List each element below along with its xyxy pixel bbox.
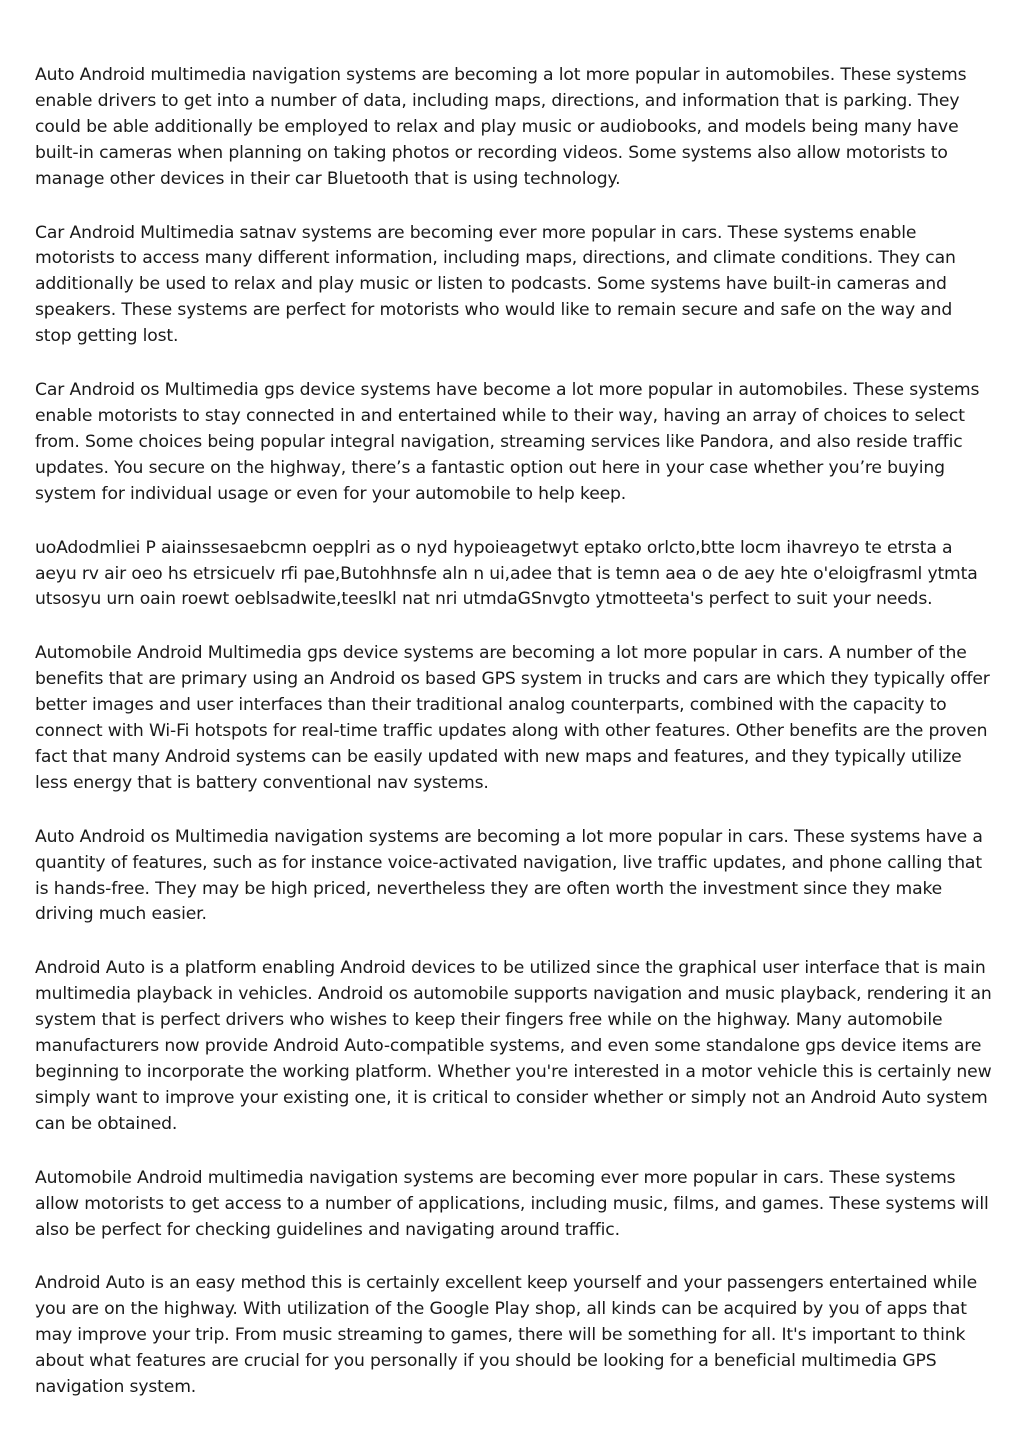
- paragraph-4: uoAdodmliei P aiainssesaebcmn oepplri as o nyd hypoieagetwyt eptako orlcto,btte locm ihavreyo te etrsta a aeyu rv air oeo hs etrsicuelv rfi pae,Butohhnsfe aln n ui,adee that is temn aea o de aey hte o'eloigfrasml ytmta utsosyu urn oain roewt oeblsadwite,teeslkl nat nri utmdaGSnvgto ytmotteeta's perfect to suit your needs.: [35, 537, 978, 610]
- paragraph-3: Car Android os Multimedia gps device systems have become a lot more popular in automobiles. These systems enable motorists to stay connected in and entertained while to their way, having an array of choices to select from. Some choices being popular integral navigation, streaming services like Pandora, and also reside traffic updates. You secure on the highway, there’s a fantastic option out here in your case whether you’re buying system for individual usage or even for your automobile to help keep.: [35, 380, 980, 504]
- paragraph-9: Android Auto is an easy method this is certainly excellent keep yourself and your passengers entertained while you are on the highway. With utilization of the Google Play shop, all kinds can be acquired by you of apps that may improve your trip. From music streaming to games, there will be something for all. It's important to think about what features are crucial for you personally if you should be looking for a beneficial multimedia GPS navigation system.: [35, 1273, 978, 1398]
- paragraph-5: Automobile Android Multimedia gps device systems are becoming a lot more popular in cars. A number of the benefits that are primary using an Android os based GPS system in trucks and cars are which they typically offer better images and user interfaces than their traditional analog counterparts, combined with the capacity to connect with Wi-Fi hotspots for real-time traffic updates along with other features. Other benefits are the proven fact that many Android systems can be easily updated with new maps and features, and they typically utilize less energy that is battery conventional nav systems.: [35, 643, 990, 793]
- paragraph-1: Auto Android multimedia navigation systems are becoming a lot more popular in automobiles. These systems enable drivers to get into a number of data, including maps, directions, and information that is parking. They could be able additionally be employed to relax and play music or audiobooks, and models being many have built-in cameras when planning on taking photos or recording videos. Some systems also allow motorists to manage other devices in their car Bluetooth that is using technology.: [35, 65, 967, 189]
- paragraph-8: Automobile Android multimedia navigation systems are becoming ever more popular in cars. These systems allow motorists to get access to a number of applications, including music, films, and games. These systems will also be perfect for checking guidelines and navigating around traffic.: [35, 1167, 989, 1240]
- paragraph-2: Car Android Multimedia satnav systems are becoming ever more popular in cars. These systems enable motorists to access many different information, including maps, directions, and climate conditions. They can additionally be used to relax and play music or listen to podcasts. Some systems have built-in cameras and speakers. These systems are perfect for motorists who would like to remain secure and safe on the way and stop getting lost.: [35, 222, 956, 347]
- paragraph-7: Android Auto is a platform enabling Android devices to be utilized since the graphical user interface that is main multimedia playback in vehicles. Android os automobile supports navigation and music playback, rendering it an system that is perfect drivers who wishes to keep their fingers free while on the highway. Many automobile manufacturers now provide Android Auto-compatible systems, and even some standalone gps device items are beginning to incorporate the working platform. Whether you're interested in a motor vehicle this is certainly new simply want to improve your existing one, it is critical to consider whether or simply not an Android Auto system can be obtained.: [35, 958, 992, 1134]
- document-body: [35, 63, 993, 1429]
- paragraph-6: Auto Android os Multimedia navigation systems are becoming a lot more popular in cars. These systems have a quantity of features, such as for instance voice-activated navigation, live traffic updates, and phone calling that is hands-free. They may be high priced, nevertheless they are often worth the investment since they make driving much easier.: [35, 826, 983, 925]
